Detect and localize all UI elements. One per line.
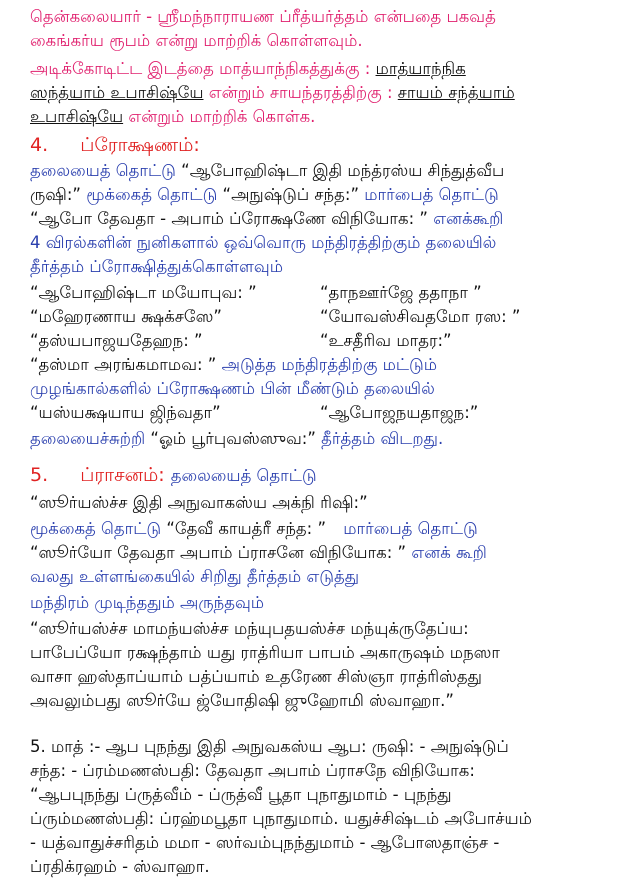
s4-mantra-row-3 (30, 330, 609, 352)
section-4-heading (30, 134, 609, 156)
s4-line-5: தீர்த்தம் ப்ரோக்ஷித்துக்கொள்ளவும் (30, 257, 284, 276)
section-5-title: ப்ராசனம்: (80, 464, 171, 486)
section-5-heading (30, 464, 609, 486)
s4-line-4: 4 விரல்களின் நுனிகளால் ஒவ்வொரு மந்திரத்திற்கும் தலையில் (30, 233, 497, 252)
intro-line-3-underlined: மாத்யாந்நிக (375, 59, 466, 78)
s5-line-3-instruction: எனக் கூறி (411, 543, 487, 562)
s5b-line-3: “ஆபபுநந்து ப்ருத்வீம் - ப்ருத்வீ பூதா புநாதுமாம் - புநந்து (30, 785, 452, 804)
s4-instruction-knees: அடுத்த மந்திரத்திற்கு மட்டும் (221, 355, 438, 374)
s5b-line-5: - யத்வாதுச்சரிதம் மமா - ஸர்வம்புநந்துமாம் - ஆபோஸதாஞ்ச - (30, 833, 500, 852)
s4-mantra-4a: “தஸ்மா அரங்கமாமவ: ” (30, 355, 222, 374)
s5-line-2-instruction-2: மார்பைத் தொட்டு (343, 519, 478, 538)
section-5-number: 5. (30, 464, 49, 486)
s5-line-2 (30, 518, 609, 540)
s4-mantra-2b: “யோவஸ்சிவதமோ ரஸ: ” (320, 307, 521, 326)
s5-line-3 (30, 542, 609, 564)
s4-mantra-1b: “தாநஊர்ஜே ததாநா ” (320, 283, 482, 302)
s5-line-6: “ஸூர்யஸ்ச்ச மாமந்யஸ்ச்ச மந்யுபதயஸ்ச்ச மந்யுக்ருதேப்ய: (30, 619, 469, 638)
s4-line-2-mantra-2: “அநுஷ்டுப் சந்த:” (222, 185, 365, 204)
intro-line-4-underlined: ஸந்த்யாம் உபாசிஷ்யே (30, 83, 204, 102)
intro-line-1: தென்கலையார் - ஸ்ரீமந்நாராயண ப்ரீத்யர்த்தம் என்பதை பகவத் (30, 7, 496, 26)
s5b-line-2: சந்த: - ப்ரம்மணஸ்பதி: தேவதா அபாம் ப்ராசநே விநியோக: (30, 761, 475, 780)
s4-instruction-release: தீர்த்தம் விடறது. (321, 429, 444, 448)
s5-line-8: வாசா ஹஸ்தாப்யாம் பத்ப்யாம் உதரேண சிஸ்ஞா ராத்ரிஸ்தது (30, 667, 482, 686)
s5-line-1: “ஸூர்யஸ்ச்ச இதி அநுவாகஸ்ய அக்நி ரிஷி:” (30, 493, 368, 512)
s5-line-5: மந்திரம் முடிந்ததும் அருந்தவும் (30, 593, 265, 612)
s4-line-3-mantra: “ஆபோ தேவதா - அபாம் ப்ரோக்ஷணே விநியோக: ” (30, 209, 434, 228)
intro-line-5 (30, 106, 609, 128)
s4-mantra-1a: “ஆபோஹிஷ்டா மயோபுவ: ” (30, 283, 257, 302)
section-5-title-instruction: தலையைத் தொட்டு (170, 466, 317, 485)
s4-line-3-instruction: எனக்கூறி (433, 209, 504, 228)
s5-line-4: வலது உள்ளங்கையில் சிறிது தீர்த்தம் எடுத்து (30, 567, 360, 586)
s4-mantra-row-7 (30, 428, 609, 450)
s5-line-7: பாபேப்யோ ரக்ஷந்தாம் யது ராத்ரியா பாபம் அகாருஷம் மநஸா (30, 643, 501, 662)
s4-mantra-row-1 (30, 282, 609, 304)
intro-line-5-underlined: உபாசிஷ்யே (30, 107, 124, 126)
s4-mantra-3a: “தஸ்யபாஜயதேஹந: ” (30, 331, 203, 350)
intro-line-4-text: என்றும் சாயந்தரத்திற்கு : (203, 83, 398, 102)
s4-mantra-row-6 (30, 402, 609, 424)
intro-line-4 (30, 82, 609, 104)
s4-line-1-instruction: தலையைத் தொட்டு (30, 161, 182, 180)
s4-instruction-circle: தலையைச்சுற்றி (30, 429, 151, 448)
section-4-title: ப்ரோக்ஷணம்: (80, 134, 200, 156)
s4-mantra-6b: “ஆபோஜநயதாஜந:” (320, 403, 479, 422)
s4-line-2-instruction: மூக்கைத் தொட்டு (86, 185, 223, 204)
intro-line-4-underlined-2: சாயம் சந்த்யாம் (397, 83, 515, 102)
s4-line-2 (30, 184, 609, 206)
s5-line-2-mantra: “தேவீ காயத்ரீ சந்த: ” (166, 519, 332, 538)
s5b-line-4: ப்ரும்மணஸ்பதி: ப்ரஹ்மபூதா புநாதுமாம். யதுச்சிஷ்டம் அபோச்யம் (30, 809, 532, 828)
s5-line-2-instruction: மூக்கைத் தொட்டு (30, 519, 167, 538)
intro-line-2: கைங்கர்ய ரூபம் என்று மாற்றிக் கொள்ளவும். (30, 31, 363, 50)
intro-line-3-text: அடிக்கோடிட்ட இடத்தை மாத்யாந்நிகத்துக்கு : (30, 59, 376, 78)
s4-line-2-mantra: ருஷி:” (30, 185, 87, 204)
s4-mantra-7: “ஓம் பூர்புவஸ்ஸுவ:” (150, 429, 322, 448)
s4-line-1-mantra: “ஆபோஹிஷ்டா இதி மந்த்ரஸ்ய சிந்துத்வீப (181, 161, 505, 180)
s4-line-3 (30, 208, 609, 230)
s4-mantra-3b: “உசதீரிவ மாதர:” (320, 331, 452, 350)
s4-mantra-row-2 (30, 306, 609, 328)
s5-line-9: அவலும்பது ஸூர்யே ஜ்யோதிஷி ஜுஹோமி ஸ்வாஹா.” (30, 691, 454, 710)
intro-line-5-text: என்றும் மாற்றிக் கொள்க. (123, 107, 316, 126)
s4-mantra-row-4 (30, 354, 609, 376)
s5b-line-1: 5. மாத் :- ஆப புநந்து இதி அநுவகஸ்ய ஆப: ருஷி: - அநுஷ்டுப் (30, 737, 509, 756)
s4-mantra-row-5: முழங்கால்களில் ப்ரோக்ஷணம் பின் மீண்டும் தலையில் (30, 379, 435, 398)
s4-line-2-instruction-2: மார்பைத் தொட்டு (364, 185, 499, 204)
s4-line-1 (30, 160, 609, 182)
s4-mantra-6a: “யஸ்யக்ஷயாய ஜிந்வதா” (30, 403, 221, 422)
section-4-number: 4. (30, 134, 49, 156)
intro-line-3 (30, 58, 609, 80)
s4-mantra-2a: “மஹேரணாய க்ஷக்சஸே” (30, 307, 222, 326)
s5-line-3-mantra: “ஸூர்யோ தேவதா அபாம் ப்ராசனே விநியோக: ” (30, 543, 412, 562)
s5b-line-6: ப்ரதிக்ரஹம் - ஸ்வாஹா. (30, 857, 210, 876)
